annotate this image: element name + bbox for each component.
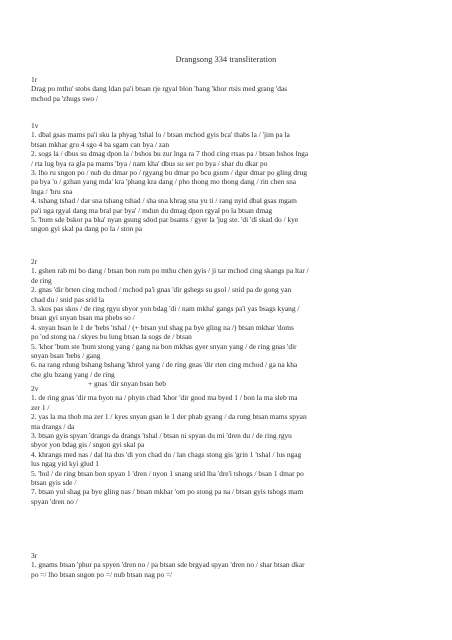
text-line: mchod pa 'zhugs swo / xyxy=(31,93,99,103)
text-line: 3. skos pas skos / de ring rgyu sbyor yon bdag 'di / nam mkha' gangs pa'i yas bsags kyang / xyxy=(31,304,300,314)
text-line: 1. gshen rab mi bo dang / btsan bon rom po mthu chen gyis / ji tar mchod cing skangs pa ltar / xyxy=(31,266,309,276)
section-label: 2r xyxy=(31,257,38,266)
text-line: snyan bsan 'bebs / gang xyxy=(31,351,101,361)
text-line: 6. na rang rdung bshang bshang 'khrol yang / de ring gnas 'dir rten cing mchod / ga na kha xyxy=(31,360,298,370)
text-line: btsan gyis sde / xyxy=(31,478,77,488)
text-line: / rta lug bya ra gla pa mams 'bya / nam kha' dbus su ser po bya / shar du dkar po xyxy=(31,158,268,168)
text-line: 2. gnas 'dir brten cing mchod / mchod pa'i gnas 'dir gshegs su gsol / snid pa de gong yan xyxy=(31,285,292,295)
text-line: zer 1 / xyxy=(31,402,50,412)
text-line: 3. lho ru sngon po / nub du dmar po / rgyang bu dmar po bcu gsum / dgur dmar po gling drug xyxy=(31,168,307,178)
text-line: che glu bzang yang / de ring xyxy=(31,369,115,379)
section-label: 3r xyxy=(31,551,38,560)
text-line: pa'i nga rgyal dang ma bral par bya' / mdun du dmag dpon rgyal po la btsan dmag xyxy=(31,205,273,215)
document-title: Drangsong 334 transliteration xyxy=(175,55,277,64)
text-line: ma drangs / da xyxy=(31,421,75,431)
indented-note-line: + gnas 'dir snyan bsan beb xyxy=(88,379,166,389)
section-label: 1r xyxy=(31,75,38,84)
section-label: 1v xyxy=(31,121,39,130)
text-line: sngon gyi skal pa dang po la / ston pa xyxy=(31,224,143,234)
section-0 xyxy=(31,75,431,103)
text-line: pa bya 'o / gzhan yang mda' kra 'phang kra dang / pho thong mo thong dang / rin chen sna xyxy=(31,177,297,187)
text-line: lnga / 'bru sna xyxy=(31,186,73,196)
text-line: sbyor yon bdag gis / sngon gyi skal pa xyxy=(31,440,145,450)
section-4 xyxy=(31,551,431,579)
section-1 xyxy=(31,121,431,234)
text-line: btsan gyi snyan bsan ma phebs so / xyxy=(31,313,135,323)
text-line: 4. tshang tshad / dar sna tshang tshad / sha sna khrag sna yu ti / rang nyid dbal gsas mgam xyxy=(31,196,297,206)
section-2 xyxy=(31,257,431,389)
text-line: po =/ lho btsan sngon po =/ nub btsan nag po =/ xyxy=(31,569,173,579)
text-line: lus ngag yid kyi glud 1 xyxy=(31,459,99,469)
text-line: Drag po mthu' stobs dang ldan pa'i btsan rje rgyal blon 'bang 'khor rtsis med grang 'das xyxy=(31,84,288,94)
text-line: 5. 'bum sde bskor pa bka' nyan gsung sdod par bsams / gyer la 'jug ste. 'di 'di skad do / kye xyxy=(31,215,299,225)
text-line: 5. 'bul / de ring btsan bon spyan 1 'dren / nyon 1 snang srid lha 'dre'i tshogs / bsan 1 dmar po xyxy=(31,468,304,478)
text-line: 5. 'khor 'bum ste 'bum stong yang / gang na bon mkhas gyer snyan yang / de ring gnas 'dir xyxy=(31,341,297,351)
section-3 xyxy=(31,384,431,506)
text-line: chad du / snid pas srid la xyxy=(31,294,105,304)
text-line: po 'od stong na / skyes bu lung btsan la sogs de / btsan xyxy=(31,332,192,342)
text-line: 1. dbal gsas mams pa'i sku la phyag 'tshal lo / btsan mchod gyis bca' thabs la / 'jim pa la xyxy=(31,130,290,140)
text-line: 2. yas la ma thob ma zer 1 / kyes snyan gsan le 1 der phab gyang / da rung btsan mams spyan xyxy=(31,412,307,422)
text-line: 7. btsan yul shag pa bye gling nas / btsan mkhar 'om po stong pa na / btsan gyis tshogs mam xyxy=(31,487,304,497)
text-line: de ring xyxy=(31,275,52,285)
text-line: 1. de ring gnas 'dir ma byon na / phyin chad 'khor 'dir gnod ma byed 1 / bon la ma sleb ma xyxy=(31,393,298,403)
text-line: 2. sogs la / dbus su dmag dpon la / bshos bu zur lnga ra 7 thod cing rtsas pa / btsan bshos lnga xyxy=(31,149,309,159)
text-line: 3. btsan gyis spyan 'drangs da drangs 'tshal / btsan ni spyan du mi 'dren du / de ring rgyu xyxy=(31,431,292,441)
text-line: spyan 'dren no / xyxy=(31,496,78,506)
section-label: 2v xyxy=(31,384,39,393)
text-line: 4. khrangs med nas / dal lta dus 'di yon chad du / lan chags stong gis 'grin 1 'tshal / lus ngag xyxy=(31,449,302,459)
text-line: btsan mkhar gru 4 sgo 4 ba sgam can bya / zan xyxy=(31,139,170,149)
text-line: 1. gnams btsan 'phur pa spyen 'dren no / pa btsan sde brgyad spyan 'dren no / shar btsan dkar xyxy=(31,560,305,570)
text-line: 4. snyan bsan le 1 de 'bebs 'tshal / (+ btsan yul shag pa bye gling na /) btsan mkhar 'doms xyxy=(31,322,294,332)
